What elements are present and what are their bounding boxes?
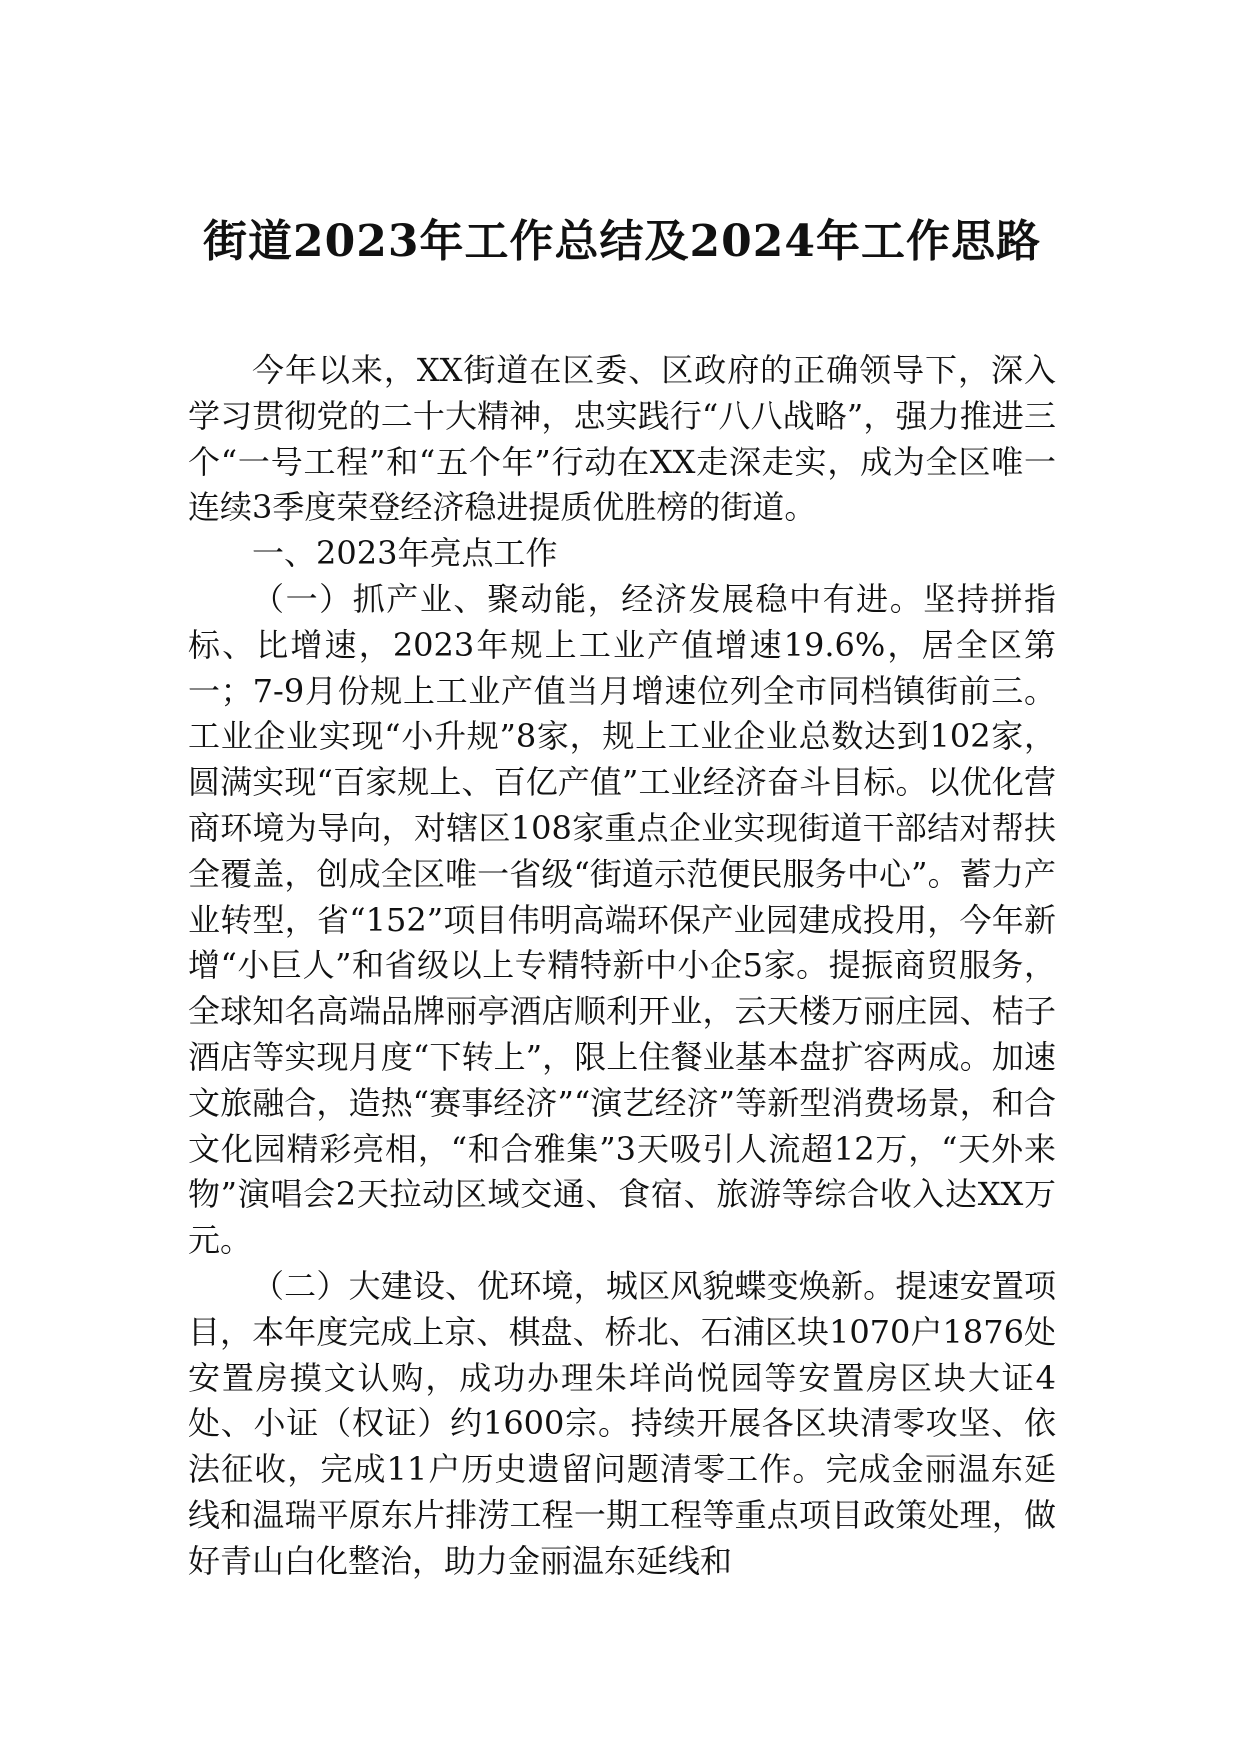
document-title: 街道2023年工作总结及2024年工作思路 xyxy=(203,216,1041,267)
paragraph-intro: 今年以来，XX街道在区委、区政府的正确领导下，深入学习贯彻党的二十大精神，忠实践行“八八战略”，强力推进三个“一号工程”和“五个年”行动在XX走深走实，成为全区唯一连续3季度荣登经济稳进提质优胜榜的街道。 xyxy=(188,351,1056,527)
section-heading-highlights: 一、2023年亮点工作 xyxy=(252,534,558,573)
document-page xyxy=(188,212,1056,1585)
paragraph-economy: （一）抓产业、聚动能，经济发展稳中有进。坚持拼指标、比增速，2023年规上工业产值增速19.6%，居全区第一；7-9月份规上工业产值当月增速位列全市同档镇街前三。工业企业实现“小升规”8家，规上工业企业总数达到102家，圆满实现“百家规上、百亿产值”工业经济奋斗目标。以优化营商环境为导向，对辖区108家重点企业实现街道干部结对帮扶全覆盖，创成全区唯一省级“街道示范便民服务中心”。蓄力产业转型，省“152”项目伟明高端环保产业园建成投用，今年新增“小巨人”和省级以上专精特新中小企5家。提振商贸服务，全球知名高端品牌丽亭酒店顺利开业，云天楼万丽庄园、桔子酒店等实现月度“下转上”，限上住餐业基本盘扩容两成。加速文旅融合，造热“赛事经济”“演艺经济”等新型消费场景，和合文化园精彩亮相，“和合雅集”3天吸引人流超12万，“天外来物”演唱会2天拉动区域交通、食宿、旅游等综合收入达XX万元。 xyxy=(188,579,1056,1260)
paragraph-construction: （二）大建设、优环境，城区风貌蝶变焕新。提速安置项目，本年度完成上京、棋盘、桥北、石浦区块1070户1876处安置房摸文认购，成功办理朱垟尚悦园等安置房区块大证4处、小证（权证）约1600宗。持续开展各区块清零攻坚、依法征收，完成11户历史遗留问题清零工作。完成金丽温东延线和温瑞平原东片排涝工程一期工程等重点项目政策处理，做好青山白化整治，助力金丽温东延线和 xyxy=(188,1266,1056,1580)
